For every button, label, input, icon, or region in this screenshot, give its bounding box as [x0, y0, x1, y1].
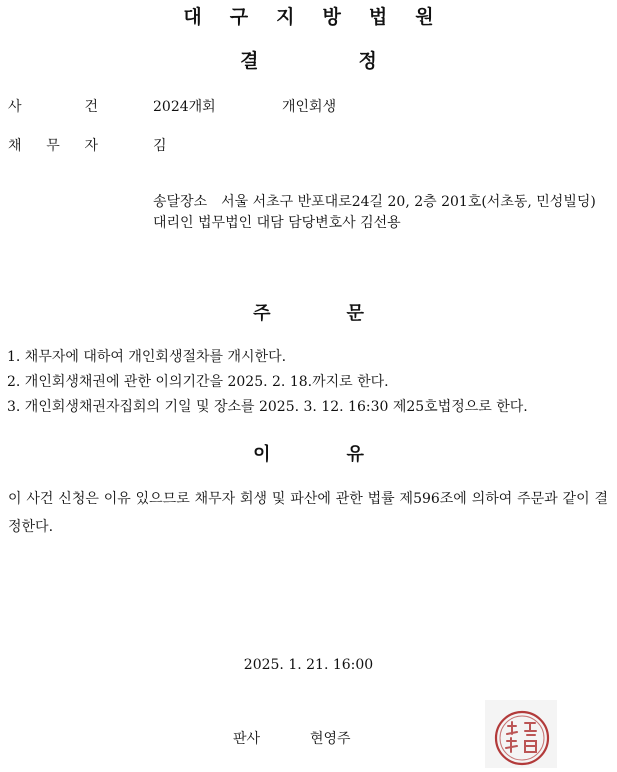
reason-heading-char: 유 [346, 444, 364, 465]
order-item: 3. 개인회생채권자집회의 기일 및 장소를 2025. 3. 12. 16:30 제25호법정으로 한다. [7, 399, 528, 415]
court-name-char: 방 [322, 6, 341, 28]
order-heading [0, 299, 617, 325]
court-name-char: 대 [183, 6, 202, 28]
case-number: 2024개회 [153, 99, 216, 115]
case-label-char: 건 [84, 99, 98, 115]
debtor-label-char: 무 [46, 138, 60, 154]
court-name-char: 원 [415, 6, 434, 28]
court-name-char: 구 [229, 6, 249, 28]
decision-date: 2025. 1. 21. 16:00 [243, 657, 374, 673]
reason-heading [0, 440, 617, 466]
service-address: 송달장소 서울 서초구 반포대로24길 20, 2층 201호(서초동, 민성빌딩) [153, 194, 596, 210]
court-name-char: 지 [276, 6, 295, 28]
order-heading-char: 문 [346, 303, 364, 324]
order-item: 1. 채무자에 대하여 개인회생절차를 개시한다. [7, 349, 287, 365]
service-block [153, 192, 608, 234]
order-heading-char: 주 [253, 303, 271, 324]
document-type-char: 정 [358, 50, 377, 72]
judge-title: 판사 [233, 731, 261, 747]
judge-name: 현영주 [310, 731, 351, 747]
document-type [0, 46, 617, 73]
reason-text: 이 사건 신청은 이유 있으므로 채무자 회생 및 파산에 관한 법률 제596조에 의하여 주문과 같이 결정한다. [8, 491, 608, 535]
document-type-char: 결 [240, 50, 259, 72]
case-label [8, 96, 98, 116]
debtor-label-char: 채 [8, 138, 22, 154]
case-label-char: 사 [8, 99, 22, 115]
debtor-label-char: 자 [84, 138, 98, 154]
debtor-label [8, 135, 98, 155]
seal-stamp-icon [485, 700, 557, 768]
case-name: 개인회생 [282, 99, 337, 115]
court-name-char: 법 [368, 6, 388, 28]
legal-agent: 대리인 법무법인 대담 담당변호사 김선용 [153, 215, 401, 231]
reason-heading-char: 이 [253, 444, 271, 465]
order-item: 2. 개인회생채권에 관한 이의기간을 2025. 2. 18.까지로 한다. [7, 374, 389, 390]
debtor-name: 김 [153, 138, 167, 154]
court-seal [485, 700, 557, 768]
court-name [0, 2, 617, 29]
